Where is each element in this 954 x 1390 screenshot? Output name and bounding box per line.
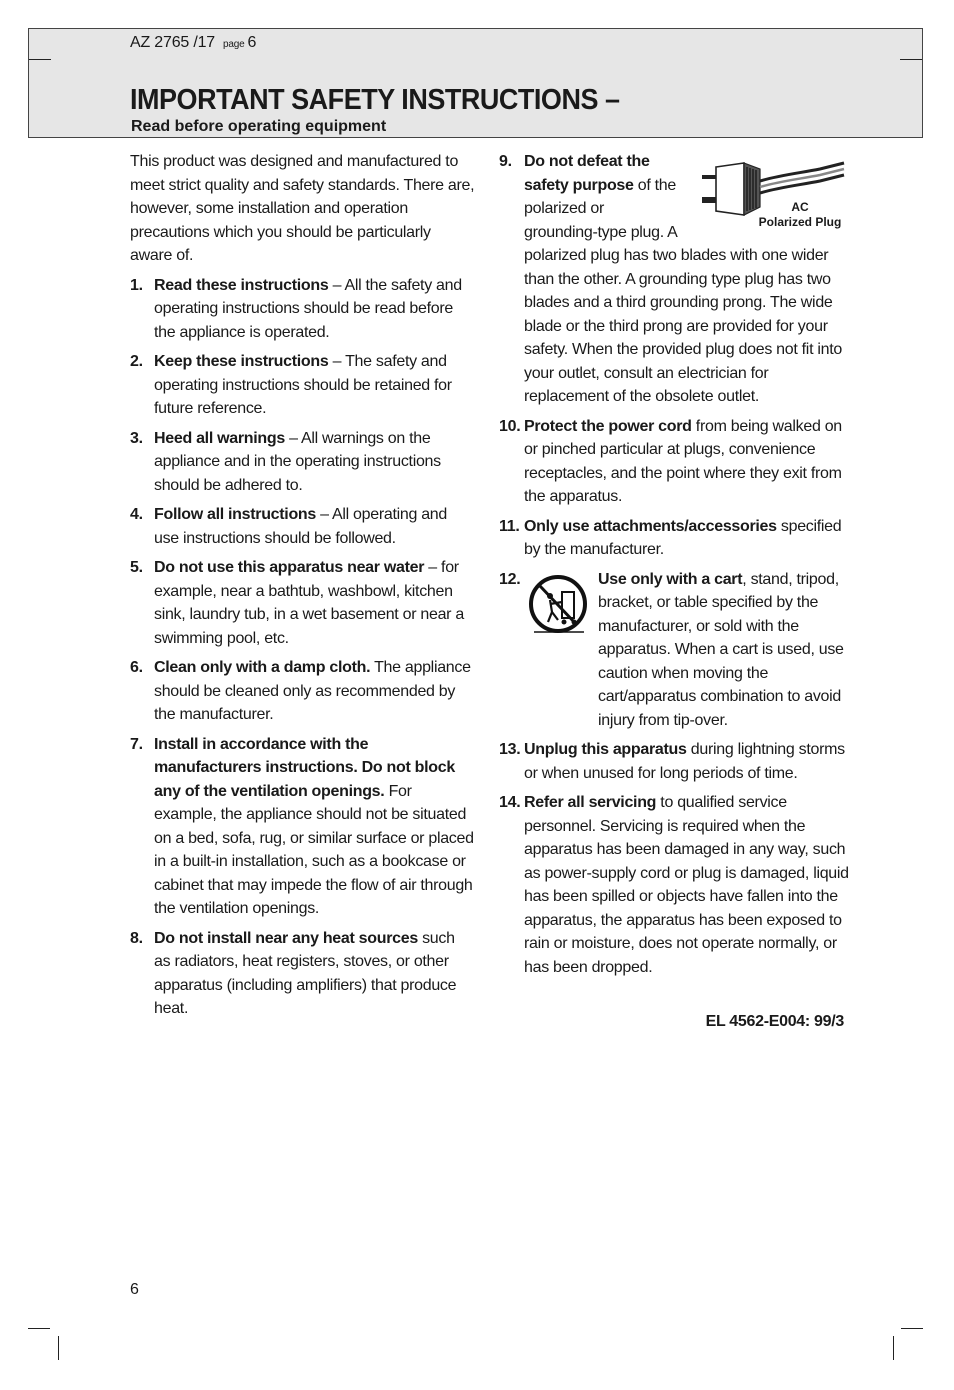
plug-caption xyxy=(748,200,852,230)
page-number: 6 xyxy=(130,1281,139,1298)
item-heading: Unplug this apparatus xyxy=(524,741,687,758)
item-number: 8. xyxy=(130,929,143,947)
item-text: – The safety and operating instructions should be retained for future reference. xyxy=(154,353,452,417)
item-text: , stand, tripod, bracket, or table specified by the manufacturer, or sold with the apparatus. When a cart is used, use caution when moving the cart/apparatus combination to avoid injury from tip-over. xyxy=(598,570,844,729)
instruction-item-2 xyxy=(130,350,475,421)
item-heading: Do not use this apparatus near water xyxy=(154,559,425,576)
instruction-item-5 xyxy=(130,556,475,650)
item-number: 6. xyxy=(130,659,143,676)
item-number: 12. xyxy=(499,570,521,588)
item-number: 5. xyxy=(130,559,143,576)
crop-mark xyxy=(901,1328,923,1329)
item-heading: Do not defeat the safety purpose xyxy=(524,153,650,194)
page-label: page xyxy=(222,39,245,50)
instruction-item-11 xyxy=(499,515,849,562)
instruction-item-14 xyxy=(499,791,849,979)
instruction-item-1 xyxy=(130,274,475,345)
item-number: 13. xyxy=(499,741,521,758)
page-ref: 6 xyxy=(247,34,257,51)
instruction-item-8 xyxy=(130,927,475,1021)
crop-mark xyxy=(900,59,922,60)
plug-caption-line1: AC xyxy=(791,200,809,214)
item-number: 2. xyxy=(130,353,143,370)
crop-mark xyxy=(28,1328,50,1329)
item-text: such as radiators, heat registers, stoves, or other apparatus (including amplifiers) that produce heat. xyxy=(154,929,457,1017)
item-heading: Only use attachments/accessories xyxy=(524,517,777,535)
item-text: – All warnings on the appliance and in the operating instructions should be adhered to. xyxy=(154,429,441,494)
item-number: 3. xyxy=(130,429,143,447)
model-text: AZ 2765 /17 xyxy=(130,34,215,51)
item-heading: Use only with a cart xyxy=(598,570,743,588)
item-number: 11. xyxy=(499,517,520,535)
instruction-item-13 xyxy=(499,738,849,785)
right-column xyxy=(499,150,849,979)
item-heading: Heed all warnings xyxy=(154,429,285,447)
item-number: 9. xyxy=(499,153,512,170)
item-text: – All the safety and operating instructions should be read before the appliance is operated. xyxy=(154,276,462,341)
item-number: 1. xyxy=(130,276,143,294)
item-heading: Clean only with a damp cloth. xyxy=(154,659,371,676)
item-text: from being walked on or pinched particular at plugs, convenience receptacles, and the point where they exit from the apparatus. xyxy=(524,417,842,505)
model-number xyxy=(130,34,256,52)
cart-warning-icon xyxy=(528,574,589,637)
instruction-item-6 xyxy=(130,656,475,727)
intro-paragraph: This product was designed and manufactured to meet strict quality and safety standards. There are, however, some installation and operation precautions which you should be particularly aware of. xyxy=(130,153,475,264)
left-column xyxy=(130,150,475,1021)
item-text: – for example, near a bathtub, washbowl, kitchen sink, laundry tub, in a wet basement or near a swimming pool, etc. xyxy=(154,559,464,647)
instruction-item-10 xyxy=(499,415,849,509)
instruction-item-3 xyxy=(130,427,475,498)
item-text: – All operating and use instructions should be followed. xyxy=(154,506,447,547)
crop-mark xyxy=(29,59,51,60)
item-heading: Keep these instructions xyxy=(154,353,329,370)
item-number: 7. xyxy=(130,735,143,753)
item-heading: Follow all instructions xyxy=(154,506,316,523)
reference-code: EL 4562-E004: 99/3 xyxy=(705,1013,844,1030)
item-text: of the polarized or grounding-type plug. A polarized plug has two blades with one wider than the other. A grounding type plug has two blades and a third grounding prong. The wide blade or the third prong are provided for your safety. When the provided plug does not fit into your outlet, consult an electrician for replacement of the obsolete outlet. xyxy=(524,176,842,405)
crop-mark xyxy=(893,1336,894,1360)
item-heading: Do not install near any heat sources xyxy=(154,929,418,947)
instruction-item-4 xyxy=(130,503,475,550)
instruction-item-7 xyxy=(130,733,475,921)
item-number: 10. xyxy=(499,417,521,435)
page-title: IMPORTANT SAFETY INSTRUCTIONS – xyxy=(130,84,620,116)
crop-mark xyxy=(58,1336,59,1360)
item-heading: Protect the power cord xyxy=(524,417,692,435)
item-text: The appliance should be cleaned only as recommended by the manufacturer. xyxy=(154,659,471,723)
item-text: during lightning storms or when unused for long periods of time. xyxy=(524,741,845,782)
item-text: specified by the manufacturer. xyxy=(524,517,842,558)
plug-caption-line2: Polarized Plug xyxy=(758,215,842,229)
item-heading: Refer all servicing xyxy=(524,794,657,811)
item-heading: Read these instructions xyxy=(154,276,329,294)
item-number: 14. xyxy=(499,794,521,811)
item-text: to qualified service personnel. Servicing is required when the apparatus has been damaged in any way, such as power-supply cord or plug is damaged, liquid has been spilled or objects have fallen into the apparatus, the apparatus has been exposed to rain or moisture, does not operate normally, or has been dropped. xyxy=(524,794,849,976)
item-text: For example, the appliance should not be situated on a bed, sofa, rug, or similar surface or placed in a built-in installation, such as a bookcase or cabinet that may impede the flow of air through the ventilation openings. xyxy=(154,782,474,917)
item-number: 4. xyxy=(130,506,143,523)
item-heading: Install in accordance with the manufacturers instructions. Do not block any of the ventilation openings. xyxy=(154,735,455,800)
page-subtitle: Read before operating equipment xyxy=(131,118,387,135)
